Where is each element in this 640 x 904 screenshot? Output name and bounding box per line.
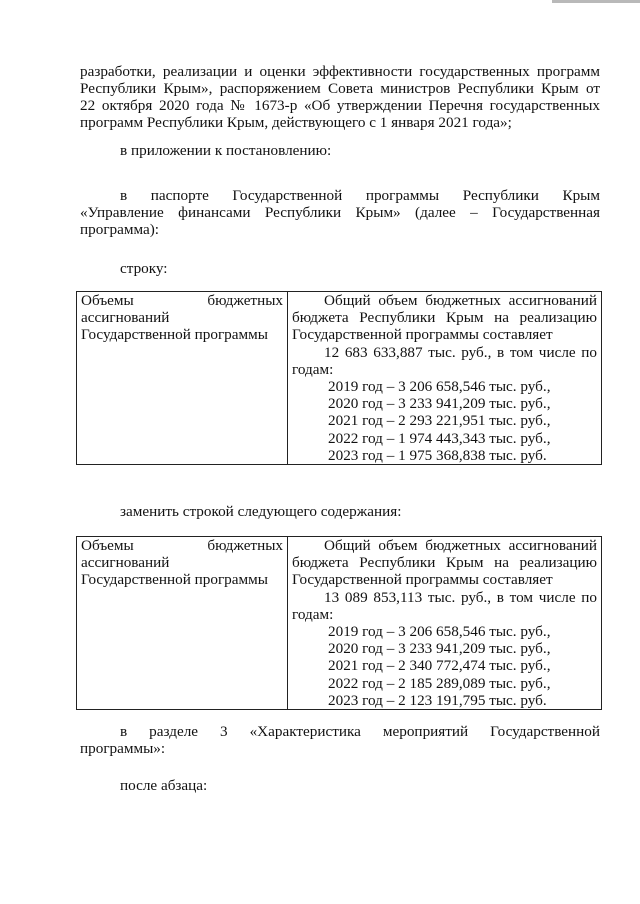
funding-intro-line: Общий объем бюджетных ассигнований xyxy=(324,537,597,554)
row-header-cell xyxy=(77,292,288,465)
funding-total: 13 089 853,113 тыс. руб., в том числе по xyxy=(324,588,597,606)
funding-year-line: 2021 год – 2 293 221,951 тыс. руб., xyxy=(328,412,551,430)
funding-total-tail: годам: xyxy=(292,605,334,623)
table-row xyxy=(77,292,602,465)
funding-year-line: 2020 год – 3 233 941,209 тыс. руб., xyxy=(328,395,551,413)
new-funding-table xyxy=(76,536,602,710)
row-header-line: ассигнований xyxy=(81,554,170,572)
row-header-line: Объемы бюджетных xyxy=(81,537,283,554)
row-value-cell xyxy=(288,537,602,710)
intro-line-2: Республики Крым», распоряжением Совета министров Республики Крым от xyxy=(80,80,600,97)
funding-year-line: 2022 год – 1 974 443,343 тыс. руб., xyxy=(328,429,551,447)
table-row xyxy=(77,537,602,710)
funding-total: 12 683 633,887 тыс. руб., в том числе по xyxy=(324,343,597,361)
section-line-2: программы»: xyxy=(80,740,166,757)
replace-paragraph: заменить строкой следующего содержания: xyxy=(120,503,402,520)
intro-line-1: разработки, реализации и оценки эффективности государственных программ xyxy=(80,63,600,80)
after-paragraph: после абзаца: xyxy=(120,777,208,794)
old-funding-table xyxy=(76,291,602,465)
row-value-cell xyxy=(288,292,602,465)
funding-year-line: 2020 год – 3 233 941,209 тыс. руб., xyxy=(328,640,551,658)
funding-year-line: 2021 год – 2 340 772,474 тыс. руб., xyxy=(328,657,551,675)
funding-year-line: 2019 год – 3 206 658,546 тыс. руб., xyxy=(328,623,551,641)
funding-intro-line: бюджета Республики Крым на реализацию xyxy=(292,309,597,327)
funding-total-tail: годам: xyxy=(292,360,334,378)
funding-intro-line: Общий объем бюджетных ассигнований xyxy=(324,292,597,309)
funding-year-line: 2019 год – 3 206 658,546 тыс. руб., xyxy=(328,378,551,396)
row-header-line: ассигнований xyxy=(81,309,170,327)
funding-intro-line: бюджета Республики Крым на реализацию xyxy=(292,554,597,572)
row-header-line: Объемы бюджетных xyxy=(81,292,283,309)
row-header-line: Государственной программы xyxy=(81,326,268,344)
passport-line-2: «Управление финансами Республики Крым» (далее – Государственная xyxy=(80,204,600,221)
passport-line-1: в паспорте Государственной программы Республики Крым xyxy=(120,187,600,204)
scan-edge-mark xyxy=(552,0,640,3)
intro-line-4: программ Республики Крым, действующего с 1 января 2021 года»; xyxy=(80,114,512,131)
funding-intro-line: Государственной программы составляет xyxy=(292,326,553,344)
funding-year-line: 2023 год – 2 123 191,795 тыс. руб. xyxy=(328,691,547,709)
annex-paragraph: в приложении к постановлению: xyxy=(120,142,332,159)
funding-year-line: 2022 год – 2 185 289,089 тыс. руб., xyxy=(328,674,551,692)
row-header-cell xyxy=(77,537,288,710)
funding-intro-line: Государственной программы составляет xyxy=(292,571,553,589)
passport-line-3: программа): xyxy=(80,221,160,238)
section-line-1: в разделе 3 «Характеристика мероприятий Государственной xyxy=(120,723,600,740)
row-header-line: Государственной программы xyxy=(81,571,268,589)
funding-year-line: 2023 год – 1 975 368,838 тыс. руб. xyxy=(328,446,547,464)
row-word: строку: xyxy=(120,260,168,277)
intro-line-3: 22 октября 2020 года № 1673-р «Об утверждении Перечня государственных xyxy=(80,97,600,114)
